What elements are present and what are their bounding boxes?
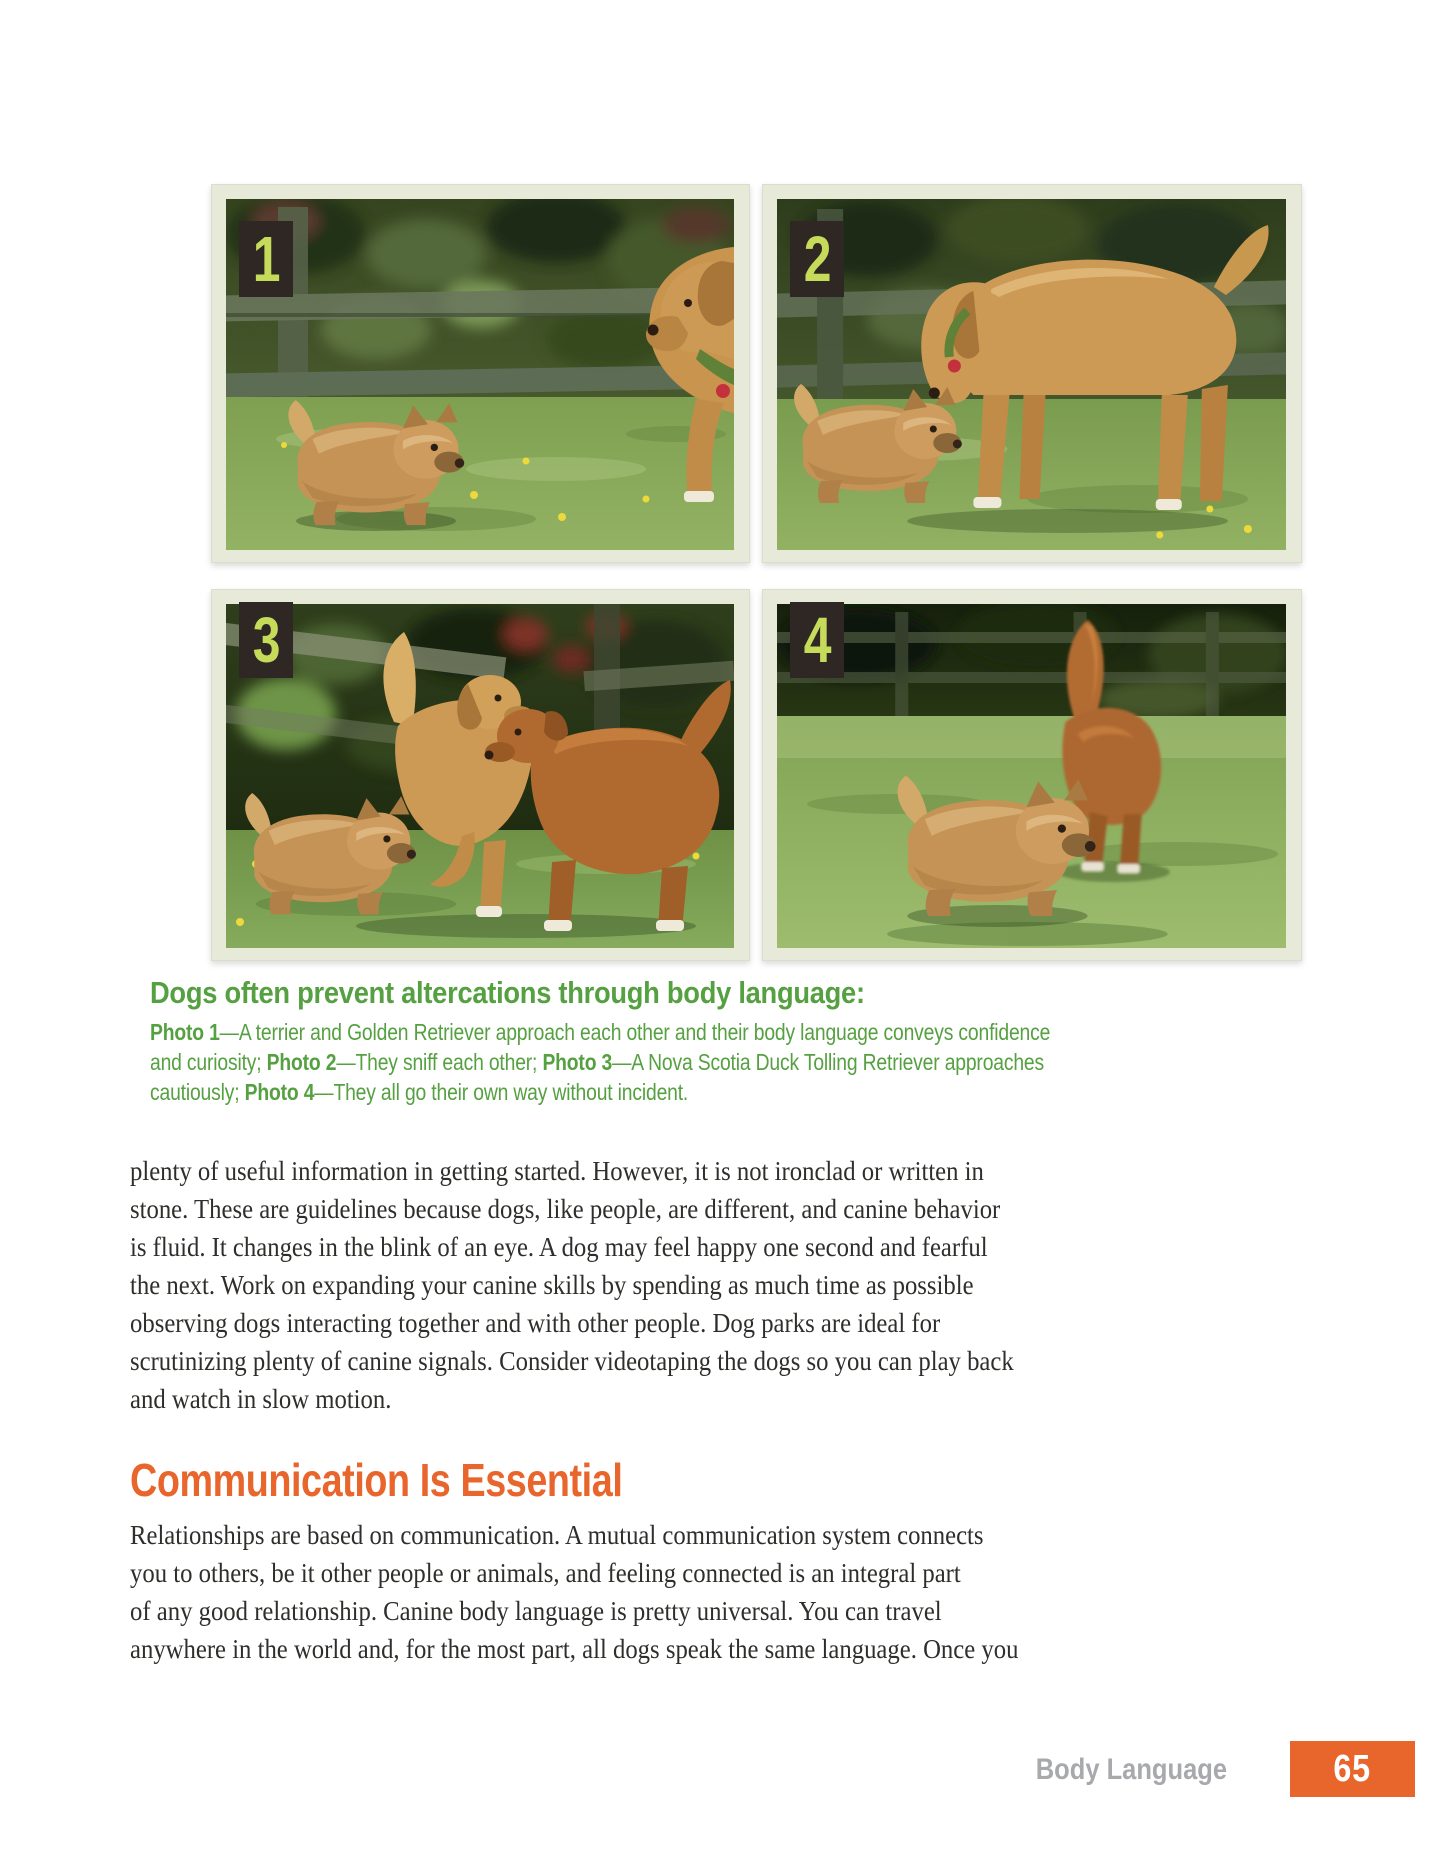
footer-chapter-label: Body Language — [1035, 1753, 1227, 1786]
body-line: scrutinizing plenty of canine signals. Consider videotaping the dogs so you can play back — [130, 1346, 1014, 1376]
body-line: is fluid. It changes in the blink of an eye. A dog may feel happy one second and fearful — [130, 1232, 988, 1262]
body-line: the next. Work on expanding your canine skills by spending as much time as possible — [130, 1270, 974, 1300]
caption-line: and curiosity; Photo 2—They sniff each other; Photo 3—A Nova Scotia Duck Tolling Retriever approaches — [150, 1049, 1044, 1075]
photo-number: 2 — [803, 223, 831, 295]
photo-3-image — [226, 604, 734, 948]
photo-4-image — [777, 604, 1286, 948]
photo-4 — [762, 589, 1302, 961]
photo-1 — [211, 184, 750, 563]
body-line: anywhere in the world and, for the most part, all dogs speak the same language. Once you — [130, 1634, 1019, 1664]
body-line: of any good relationship. Canine body language is pretty universal. You can travel — [130, 1596, 942, 1626]
photo-number: 1 — [252, 223, 280, 295]
photo-number-badge — [790, 602, 844, 678]
caption-line: Photo 1—A terrier and Golden Retriever approach each other and their body language conveys confidence — [150, 1019, 1051, 1045]
body-line: stone. These are guidelines because dogs, like people, are different, and canine behavior — [130, 1194, 1001, 1224]
body-line: Relationships are based on communication. A mutual communication system connects — [130, 1520, 984, 1550]
photo-2-image — [777, 199, 1286, 550]
photo-number: 3 — [252, 604, 280, 676]
photo-number-badge — [239, 602, 293, 678]
photo-2 — [762, 184, 1302, 563]
photo-number-badge — [790, 221, 844, 297]
photo-number: 4 — [803, 604, 831, 676]
page-number: 65 — [1333, 1747, 1372, 1790]
photo-3 — [211, 589, 750, 961]
photo-caption — [150, 975, 1150, 1107]
photo-1-image — [226, 199, 734, 550]
body-paragraph-1 — [130, 1152, 1096, 1418]
body-line: and watch in slow motion. — [130, 1384, 392, 1414]
body-line: you to others, be it other people or animals, and feeling connected is an integral part — [130, 1558, 961, 1588]
body-paragraph-2 — [130, 1516, 1101, 1668]
caption-line: cautiously; Photo 4—They all go their own way without incident. — [150, 1079, 689, 1105]
body-line: plenty of useful information in getting started. However, it is not ironclad or written in — [130, 1156, 984, 1186]
caption-heading: Dogs often prevent altercations through body language: — [150, 975, 865, 1010]
caption-text — [150, 1017, 1150, 1107]
body-line: observing dogs interacting together and with other people. Dog parks are ideal for — [130, 1308, 941, 1338]
photo-number-badge — [239, 221, 293, 297]
section-heading-communication: Communication Is Essential — [130, 1454, 623, 1506]
page-number-box — [1290, 1741, 1415, 1797]
